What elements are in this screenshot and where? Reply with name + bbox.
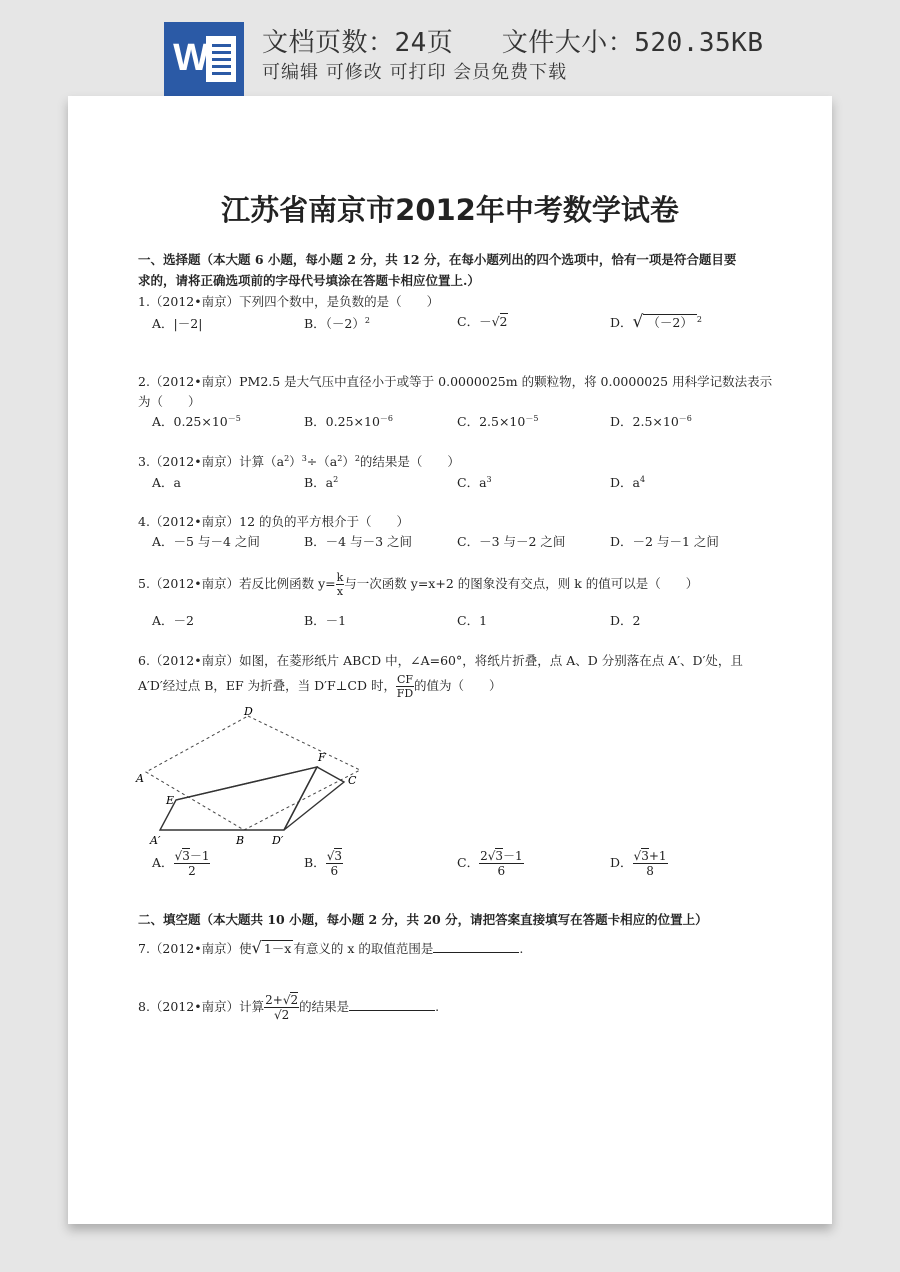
rhombus-fold-figure (132, 704, 372, 854)
q5-stem: 5.（2012•南京）若反比例函数 y= $\frac{k}{x}$ 与一次函数 y=x+2 的图象没有交点，则 k 的值可以是（ ） (138, 571, 699, 598)
label-a-prime: A′ (150, 834, 161, 847)
q1-option-a: A．|－2| (152, 316, 203, 331)
q5-option-b: B．－1 (304, 613, 347, 628)
q2-stem-cont: 为（ ） (138, 394, 201, 409)
file-info: 文档页数：24页 文件大小：520.35KB (262, 28, 764, 58)
file-features: 可编辑 可修改 可打印 会员免费下载 (262, 62, 568, 83)
page-title: 江苏省南京市2012年中考数学试卷 (221, 193, 679, 227)
label-c: C (348, 774, 357, 787)
q3-stem: 3.（2012•南京）计算$(a^2)^3\div(a^2)^2$的结果是（ ） (138, 453, 460, 469)
q6-option-a: A． $\frac{√3-1}{2}$ (152, 849, 210, 878)
label-b: B (236, 834, 245, 847)
word-document-icon: W (164, 22, 244, 96)
q6-option-d: D． $\frac{√3+1}{8}$ (610, 849, 667, 878)
label-a: A (136, 772, 144, 785)
q1-stem: 1.（2012•南京）下列四个数中，是负数的是（ ） (138, 294, 440, 309)
section2-heading: 二、填空题（本大题共 10 小题，每小题 2 分，共 20 分，请把答案直接填写在答题卡相应的位置上） (138, 912, 708, 927)
q5-option-d: D．2 (610, 613, 641, 628)
q5-option-c: C．1 (457, 613, 488, 628)
document-page (68, 96, 832, 1224)
q6-option-c: C． $\frac{2√3-1}{6}$ (457, 849, 523, 878)
q8-answer-blank[interactable] (349, 1000, 435, 1011)
q1-option-c: C．－√2 (457, 314, 508, 329)
section1-heading-cont: 求的，请将正确选项前的字母代号填涂在答题卡相应位置上.） (138, 273, 480, 288)
q7-stem: 7.（2012•南京）使√ 1－x 有意义的 x 的取值范围是 . (138, 938, 524, 957)
q4-option-d: D．－2 与－1 之间 (610, 534, 719, 549)
q7-answer-blank[interactable] (433, 942, 519, 953)
q4-option-a: A．－5 与－4 之间 (152, 534, 260, 549)
q8-stem: 8.（2012•南京）计算 $\frac{2+√2}{√2}$ 的结果是 . (138, 993, 440, 1022)
download-header (0, 0, 900, 96)
q3-option-c: C．$a^3$ (457, 474, 492, 490)
q2-option-c: C．$2.5\times 10^{-5}$ (457, 413, 539, 429)
q4-option-c: C．－3 与－2 之间 (457, 534, 566, 549)
q3-option-d: D．$a^4$ (610, 474, 646, 490)
q4-option-b: B．－4 与－3 之间 (304, 534, 413, 549)
q4-stem: 4.（2012•南京）12 的负的平方根介于（ ） (138, 514, 409, 529)
q5-option-a: A．－2 (152, 613, 194, 628)
q1-option-b: B．$(-2)^2$ (304, 315, 370, 331)
q2-option-a: A．$0.25\times 10^{-5}$ (152, 413, 241, 429)
label-f: F (318, 751, 326, 764)
q6-stem-cont: A′D′经过点 B，EF 为折叠，当 D′F⊥CD 时， $\frac{CF}{FD}$ 的值为（ ） (138, 673, 502, 700)
q3-option-a: A．a (152, 475, 181, 490)
q2-stem: 2.（2012•南京）PM2.5 是大气压中直径小于或等于 0.0000025m 的颗粒物，将 0.0000025 用科学记数法表示 (138, 374, 773, 389)
q1-option-d: D．√ （－2） $^2$ (610, 312, 702, 332)
label-e: E (166, 794, 175, 807)
q3-option-b: B．$a^2$ (304, 474, 339, 490)
label-d: D (244, 705, 253, 718)
label-d-prime: D′ (272, 834, 284, 847)
section1-heading: 一、选择题（本大题 6 小题，每小题 2 分，共 12 分，在每小题列出的四个选项中，恰有一项是符合题目要 (138, 252, 737, 267)
q6-option-b: B． $\frac{√3}{6}$ (304, 849, 342, 878)
q6-stem: 6.（2012•南京）如图，在菱形纸片 ABCD 中，∠A=60°，将纸片折叠，点 A、D 分别落在点 A′、D′处，且 (138, 653, 743, 668)
q2-option-b: B．$0.25\times 10^{-6}$ (304, 413, 393, 429)
q2-option-d: D．$2.5\times 10^{-6}$ (610, 413, 692, 429)
